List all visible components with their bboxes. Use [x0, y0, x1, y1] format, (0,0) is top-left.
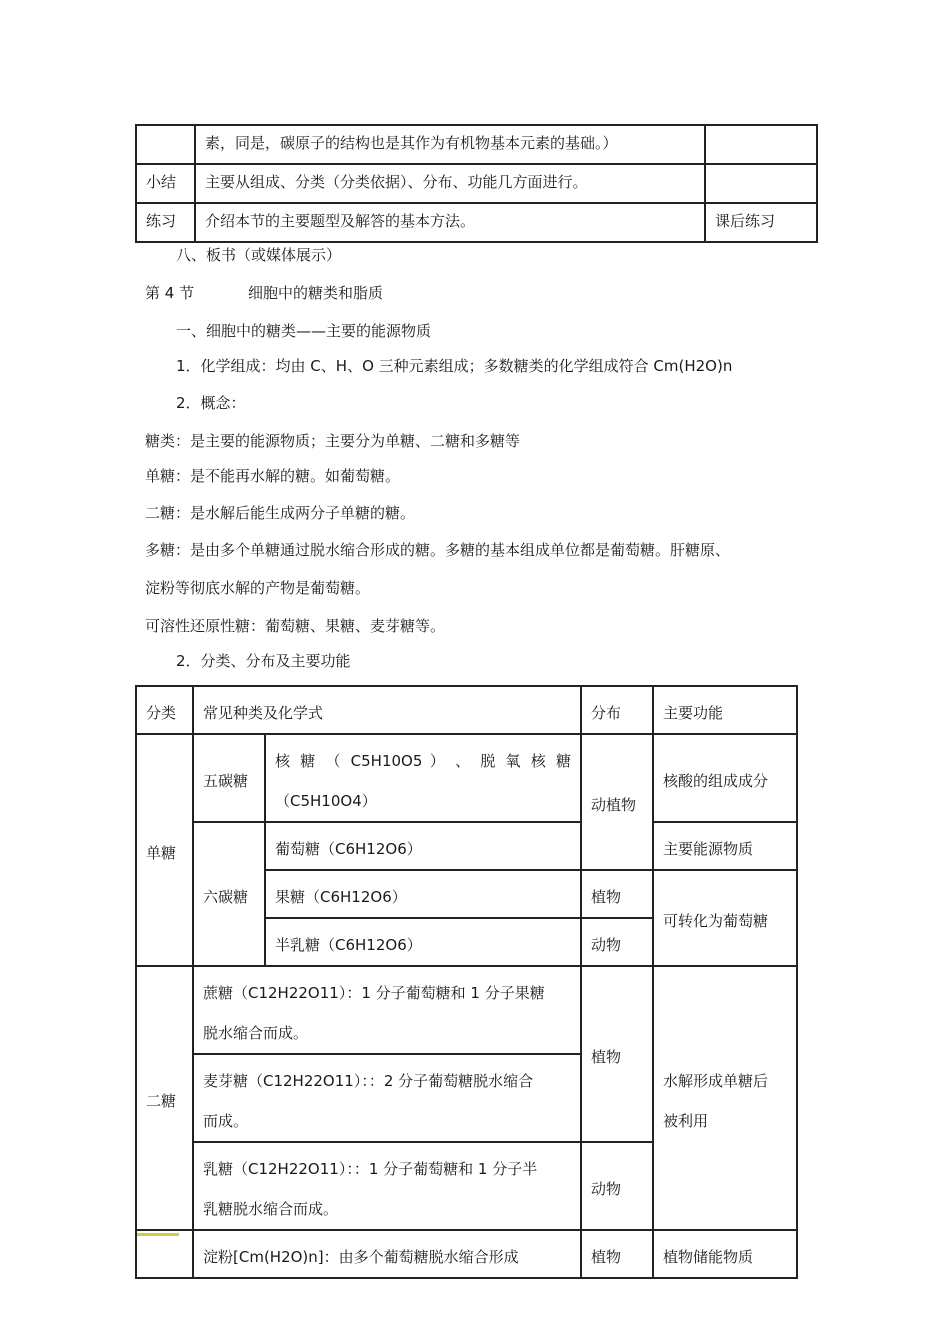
- lactose-cell: [193, 1142, 581, 1230]
- ribose-line-2: （C5H10O4）: [275, 792, 377, 810]
- table-header-row: [136, 686, 797, 734]
- poly-dist: 植物: [581, 1230, 653, 1278]
- item-classification: 2．分类、分布及主要功能: [176, 652, 351, 670]
- table-cell: 主要从组成、分类（分类依据）、分布、功能几方面进行。: [195, 164, 705, 203]
- definition-sugar: 糖类：是主要的能源物质；主要分为单糖、二糖和多糖等: [145, 432, 521, 450]
- section-title: 细胞中的糖类和脂质: [248, 284, 384, 302]
- lactose-line-2: 乳糖脱水缩合而成。: [203, 1200, 339, 1218]
- table-cell: [136, 125, 195, 164]
- header-category: 分类: [136, 686, 193, 734]
- table-cell: [705, 164, 817, 203]
- table-cell: 素，同是，碳原子的结构也是其作为有机物基本元素的基础。）: [195, 125, 705, 164]
- category-monosaccharide: 单糖: [136, 734, 193, 966]
- highlight-mark: [137, 1233, 179, 1236]
- table-row: [136, 822, 797, 870]
- func-energy: 主要能源物质: [653, 822, 797, 870]
- maltose-cell: [193, 1054, 581, 1142]
- section-number: 第 4 节: [145, 284, 195, 302]
- glucose-cell: 葡萄糖（C6H12O6）: [265, 822, 581, 870]
- table-cell: 小结: [136, 164, 195, 203]
- item-concept: 2．概念：: [176, 394, 246, 412]
- definition-monosaccharide: 单糖：是不能再水解的糖。如葡萄糖。: [145, 467, 401, 485]
- table-cell: 课后练习: [705, 203, 817, 242]
- maltose-line-2: 而成。: [203, 1112, 249, 1130]
- header-distribution: 分布: [581, 686, 653, 734]
- lactose-line-1: 乳糖（C12H22O11）：：1 分子葡萄糖和 1 分子半: [203, 1160, 538, 1178]
- table-row: [136, 1230, 797, 1278]
- poly-category-cell: [136, 1230, 193, 1278]
- header-types: 常见种类及化学式: [193, 686, 581, 734]
- di-function-cell: [653, 966, 797, 1230]
- definition-polysaccharide: 多糖：是由多个单糖通过脱水缩合形成的糖。多糖的基本组成单位都是葡萄糖。肝糖原、: [145, 541, 731, 559]
- fructose-cell: 果糖（C6H12O6）: [265, 870, 581, 918]
- table-row: [136, 125, 817, 164]
- func-convert: 可转化为葡萄糖: [653, 870, 797, 966]
- table-cell: [705, 125, 817, 164]
- ribose-line-1: 核 糖 （ C5H10O5 ） 、 脱 氧 核 糖: [275, 752, 572, 770]
- dist-animal-plant: 动植物: [581, 734, 653, 870]
- di-function-line-1: 水解形成单糖后: [663, 1072, 769, 1090]
- table-cell: 介绍本节的主要题型及解答的基本方法。: [195, 203, 705, 242]
- galactose-cell: 半乳糖（C6H12O6）: [265, 918, 581, 966]
- hexose-label: 六碳糖: [193, 822, 265, 966]
- dist-plant: 植物: [581, 870, 653, 918]
- dist-animal: 动物: [581, 918, 653, 966]
- func-nucleic: 核酸的组成成分: [653, 734, 797, 822]
- ribose-cell: [265, 734, 581, 822]
- sucrose-line-1: 蔗糖（C12H22O11）：1 分子葡萄糖和 1 分子果糖: [203, 984, 545, 1002]
- summary-table: [135, 124, 818, 243]
- definition-reducing-sugar: 可溶性还原性糖：葡萄糖、果糖、麦芽糖等。: [145, 617, 446, 635]
- maltose-line-1: 麦芽糖（C12H22O11）：：2 分子葡萄糖脱水缩合: [203, 1072, 534, 1090]
- table-row: [136, 164, 817, 203]
- di-dist-animal: 动物: [581, 1142, 653, 1230]
- di-function-line-2: 被利用: [663, 1112, 709, 1130]
- di-dist-plant: 植物: [581, 966, 653, 1142]
- starch-cell: 淀粉[Cm(H2O)n]：由多个葡萄糖脱水缩合形成: [193, 1230, 581, 1278]
- sucrose-line-2: 脱水缩合而成。: [203, 1024, 309, 1042]
- sugar-table: [135, 685, 798, 1279]
- pentose-label: 五碳糖: [193, 734, 265, 822]
- category-disaccharide: 二糖: [136, 966, 193, 1230]
- table-cell: 练习: [136, 203, 195, 242]
- poly-function: 植物储能物质: [653, 1230, 797, 1278]
- header-function: 主要功能: [653, 686, 797, 734]
- sucrose-cell: [193, 966, 581, 1054]
- definition-polysaccharide-cont: 淀粉等彻底水解的产物是葡萄糖。: [145, 579, 371, 597]
- part-heading: 一、细胞中的糖类——主要的能源物质: [176, 322, 432, 340]
- table-row: [136, 734, 797, 822]
- item-composition: 1．化学组成：均由 C、H、O 三种元素组成；多数糖类的化学组成符合 Cm(H2O)n: [176, 357, 733, 375]
- board-heading: 八、板书（或媒体展示）: [176, 246, 342, 264]
- table-row: [136, 966, 797, 1054]
- definition-disaccharide: 二糖：是水解后能生成两分子单糖的糖。: [145, 504, 416, 522]
- table-row: [136, 203, 817, 242]
